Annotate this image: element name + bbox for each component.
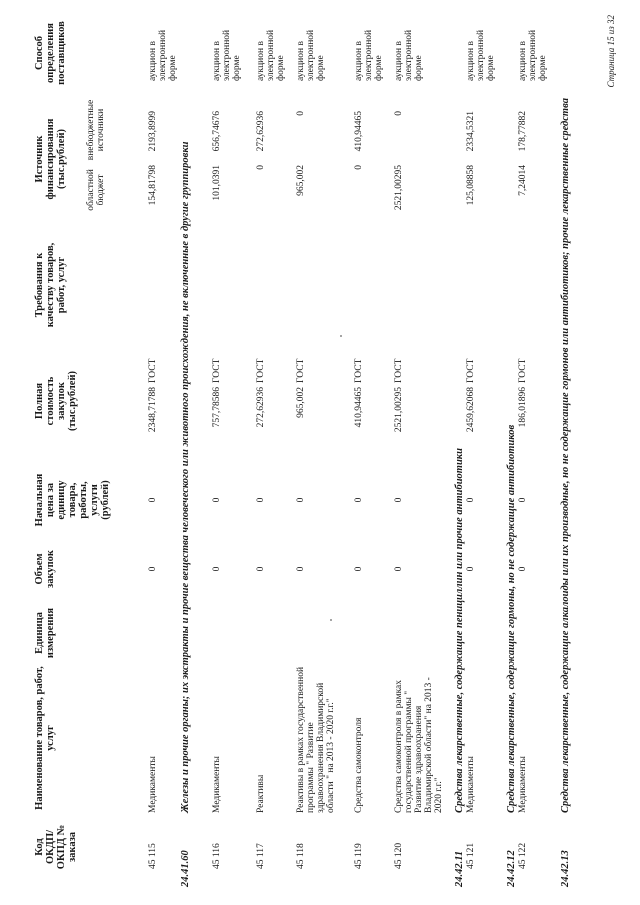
row-extra: 410,94465 (354, 111, 364, 152)
header-volume: Объем закупок (34, 550, 56, 588)
row-volume: 0 (256, 566, 266, 572)
row-method: аукцион в электронной форме (466, 29, 496, 81)
row-code: 45 115 (148, 843, 158, 869)
row-name: Средства самоконтроля (354, 717, 364, 813)
row-code: 45 119 (354, 843, 364, 869)
row-regional: 101,0391 (212, 165, 222, 201)
row-regional: 0 (354, 165, 364, 170)
row-quality: ГОСТ (212, 358, 222, 383)
header-price: Начальная цена за единицу товара, работы, услуги (рублей) (34, 473, 111, 527)
row-method: аукцион в электронной форме (256, 29, 286, 81)
scan-speck (330, 619, 332, 621)
row-code: 45 121 (466, 842, 476, 869)
row-total: 2521,00295 (394, 387, 404, 433)
row-name: Средства самоконтроля в рамках государственной программы " Развитие здравоохранения Владимирской области" на 2013 - 2020 г.г." (394, 677, 444, 813)
row-method: аукцион в электронной форме (212, 29, 242, 81)
group-title: Средства лекарственные, содержащие алкалоиды или их производные, но не содержащие гормонов или антибиотиков; прочие лекарственные средства (560, 98, 571, 813)
header-name: Наименование товаров, работ, услуг (34, 666, 56, 810)
row-code: 45 118 (296, 843, 306, 869)
row-regional: 965,002 (296, 165, 306, 196)
group-code: 24.42.12 (506, 850, 517, 887)
row-name: Реактивы в рамках государственной программы " Развитие здравоохранения Владимирской области " на 2013 - 2020 г.г." (296, 666, 336, 813)
row-volume: 0 (354, 566, 364, 572)
row-extra: 272,62936 (256, 111, 266, 152)
row-extra: 2193,8999 (148, 111, 158, 152)
group-title: Железы и прочие органы; их экстракты и прочие вещества человеческого или животного происхождения, не включенные в другие группировки (180, 141, 191, 813)
row-price: 0 (354, 497, 364, 503)
row-method: аукцион в электронной форме (296, 29, 326, 81)
row-total: 965,002 (296, 387, 306, 418)
row-quality: ГОСТ (256, 358, 266, 383)
row-price: 0 (296, 497, 306, 503)
row-price: 0 (394, 497, 404, 503)
row-method: аукцион в электронной форме (518, 29, 548, 81)
header-code: Код ОКДП/ ОКПД № заказа (34, 824, 78, 870)
row-volume: 0 (394, 566, 404, 572)
row-code: 45 116 (212, 843, 222, 869)
row-regional: 125,08858 (466, 165, 476, 206)
row-price: 0 (466, 497, 476, 503)
header-unit: Единица измерения (34, 607, 56, 659)
row-total: 2459,62068 (466, 387, 476, 433)
row-price: 0 (256, 497, 266, 503)
row-code: 45 120 (394, 842, 404, 869)
row-quality: ГОСТ (466, 358, 476, 383)
group-code: 24.42.11 (454, 850, 465, 887)
row-code: 45 122 (518, 842, 528, 869)
row-price: 0 (148, 497, 158, 503)
scan-speck (340, 335, 342, 337)
row-quality: ГОСТ (518, 358, 528, 383)
row-regional: 0 (256, 165, 266, 170)
row-regional: 154,81798 (148, 165, 158, 206)
group-code: 24.42.13 (560, 850, 571, 887)
header-method: Способ определения поставщиков (34, 21, 67, 85)
header-total: Полная стоимость закупок (тыс.рублей) (34, 370, 78, 432)
row-volume: 0 (296, 566, 306, 572)
page-number: Страница 15 из 32 (606, 15, 616, 88)
row-extra: 0 (296, 111, 306, 116)
header-quality: Требования к качеству товаров, работ, услуг (34, 242, 67, 328)
row-name: Медикаменты (466, 756, 476, 813)
row-method: аукцион в электронной форме (148, 29, 178, 81)
row-name: Реактивы (256, 774, 266, 813)
row-extra: 656,74676 (212, 111, 222, 152)
row-code: 45 117 (256, 843, 266, 869)
row-extra: 2334,5321 (466, 111, 476, 152)
row-quality: ГОСТ (354, 358, 364, 383)
row-total: 186,01896 (518, 387, 528, 428)
row-name: Медикаменты (518, 756, 528, 813)
row-total: 757,78586 (212, 387, 222, 428)
row-quality: ГОСТ (296, 358, 306, 383)
header-source: Источник финансирования (тыс.рублей) (34, 118, 67, 200)
row-total: 272,62936 (256, 387, 266, 428)
group-code: 24.41.60 (180, 850, 191, 887)
row-volume: 0 (148, 566, 158, 572)
row-quality: ГОСТ (394, 358, 404, 383)
row-volume: 0 (212, 566, 222, 572)
header-source-regional: областной бюджет (86, 169, 106, 211)
row-regional: 2521,00295 (394, 165, 404, 211)
row-method: аукцион в электронной форме (394, 29, 424, 81)
row-volume: 0 (518, 566, 528, 572)
group-title: Средства лекарственные, содержащие пенициллин или прочие антибиотики (454, 448, 465, 813)
row-volume: 0 (466, 566, 476, 572)
row-quality: ГОСТ (148, 358, 158, 383)
row-extra: 0 (394, 111, 404, 116)
row-name: Медикаменты (212, 756, 222, 813)
header-source-extra: внебюджетные источники (86, 99, 106, 161)
row-total: 410,94465 (354, 387, 364, 428)
row-total: 2348,71788 (148, 387, 158, 433)
row-name: Медикаменты (148, 756, 158, 813)
row-extra: 178,77882 (518, 111, 528, 152)
row-regional: 7,24014 (518, 165, 528, 196)
row-method: аукцион в электронной форме (354, 29, 384, 81)
group-title: Средства лекарственные, содержащие гормоны, но не содержащие антибиотиков (506, 424, 517, 813)
row-price: 0 (212, 497, 222, 503)
row-price: 0 (518, 497, 528, 503)
